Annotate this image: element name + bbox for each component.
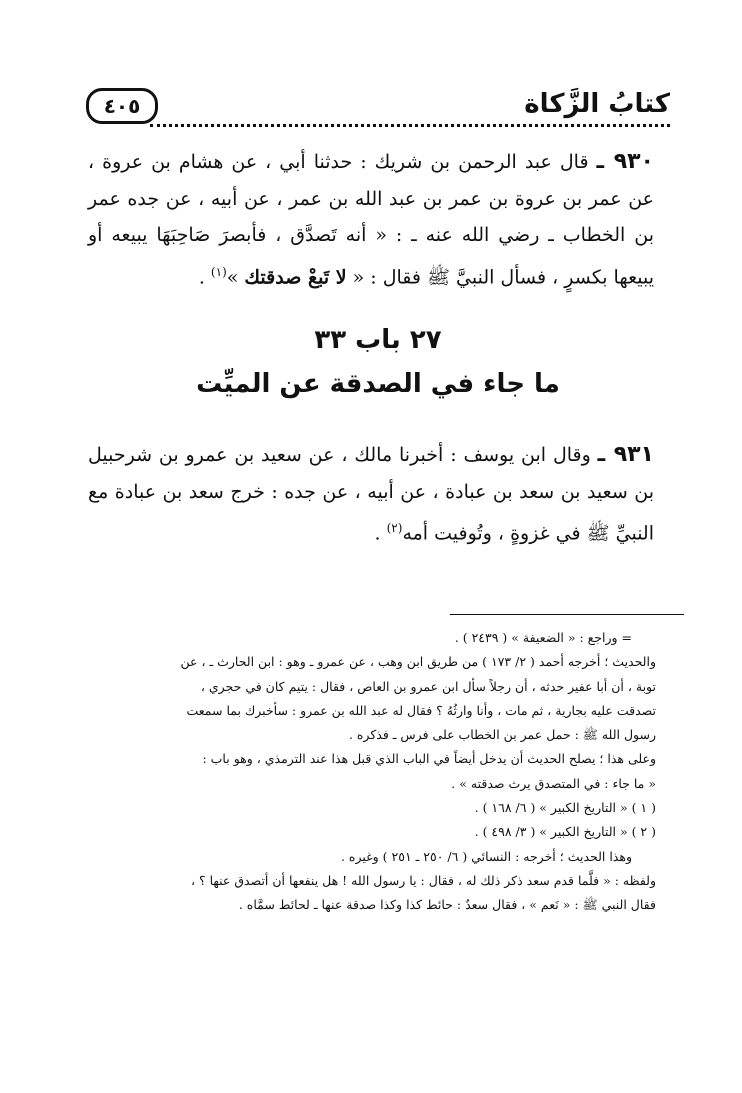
hadith-text: قال عبد الرحمن بن شريك : حدثنا أبي ، عن هشام بن عروة ، عن عمر بن عروة بن عمر بن عبد الله بن عمر ، عن أبيه ، عن جده عمر بن الخطاب ـ رضي الله عنه ـ : « أنه تَصدَّق ، فأبصرَ صَاحِبَهَا يبيعه أو يبيعها بكسرٍ ، فسأل النبيَّ ﷺ فقال : «	[88, 151, 654, 288]
footnote-line: وهذا الحديث ؛ أخرجه : النسائي ( ٦/ ٢٥٠ ـ ٢٥١ ) وغيره .	[340, 848, 632, 864]
footnote-line: رسول الله ﷺ : حمل عمر بن الخطاب على فرس ـ فذكره .	[348, 727, 656, 743]
page-number-badge: ٤٠٥	[86, 88, 158, 124]
footnote-line: = وراجع : « الضعيفة » ( ٢٤٣٩ ) .	[454, 630, 632, 645]
hadith-number: ٩٣٠ ـ	[596, 149, 654, 174]
chapter-number: ٢٧ باب ٣٣	[314, 325, 442, 355]
footnote-line: والحديث ؛ أخرجه أحمد ( ٢/ ١٧٣ ) من طريق ابن وهب ، عن عمرو ـ وهو : ابن الحارث ـ ، عن	[180, 654, 656, 670]
header-dotted-rule	[150, 124, 670, 127]
hadith-end: .	[374, 522, 387, 545]
hadith-number: ٩٣١ ـ	[597, 442, 654, 467]
footnote-line: وعلى هذا ؛ يصلح الحديث أن يدخل أيضاً في الباب الذي قبل هذا عند الترمذي ، وهو باب :	[202, 751, 656, 767]
hadith-text-close: »	[226, 265, 245, 288]
hadith-emphasis: لا تَبعْ صدقتك	[244, 265, 347, 288]
chapter-title: ما جاء في الصدقة عن الميِّت	[196, 369, 560, 399]
hadith-text: وقال ابن يوسف : أخبرنا مالك ، عن سعيد بن عمرو بن شرحبيل بن سعيد بن سعد بن عبادة ، عن أبيه ، عن جده : خرج سعد بن عبادة مع النبيِّ ﷺ في غزوةٍ ، وتُوفيت أمه	[88, 444, 654, 545]
footnote-separator	[450, 614, 684, 615]
footnote-line: ولفظه : « فلَّما قدم سعد ذكر ذلك له ، فقال : يا رسول الله ! هل ينفعها أن أتصدق عنها ؟ ،	[190, 872, 656, 888]
hadith-930	[88, 144, 654, 295]
footnote-ref-2: (٢)	[386, 521, 403, 535]
footnote-line: تصدقت عليه بجارية ، ثم مات ، وأنا وارثُهُ ؟ فقال له عبد الله بن عمرو : سأخبرك بما سمعت	[186, 702, 656, 718]
footnote-line: ( ٢ ) « التاريخ الكبير » ( ٣/ ٤٩٨ ) .	[474, 824, 656, 840]
hadith-end: .	[198, 265, 211, 288]
footnote-ref-1: (١)	[210, 264, 227, 279]
footnote-line: توبة ، أن أبا عفير حدثه ، أن رجلاً سأل ابن عمرو بن العاص ، فقال : يتيم كان في حجري ،	[200, 678, 656, 694]
footnote-line: « ما جاء : في المتصدق يرث صدقته » .	[451, 775, 656, 791]
running-title: كتابُ الزَّكاة	[524, 89, 670, 119]
footnotes	[86, 626, 656, 918]
footnote-line: ( ١ ) « التاريخ الكبير » ( ٦/ ١٦٨ ) .	[474, 800, 656, 816]
hadith-931	[88, 437, 654, 552]
footnote-line: فقال النبي ﷺ : « نَعم » ، فقال سعدٌ : حائط كذا وكذا صدقة عنها ـ لحائط سمَّاه .	[238, 897, 656, 913]
